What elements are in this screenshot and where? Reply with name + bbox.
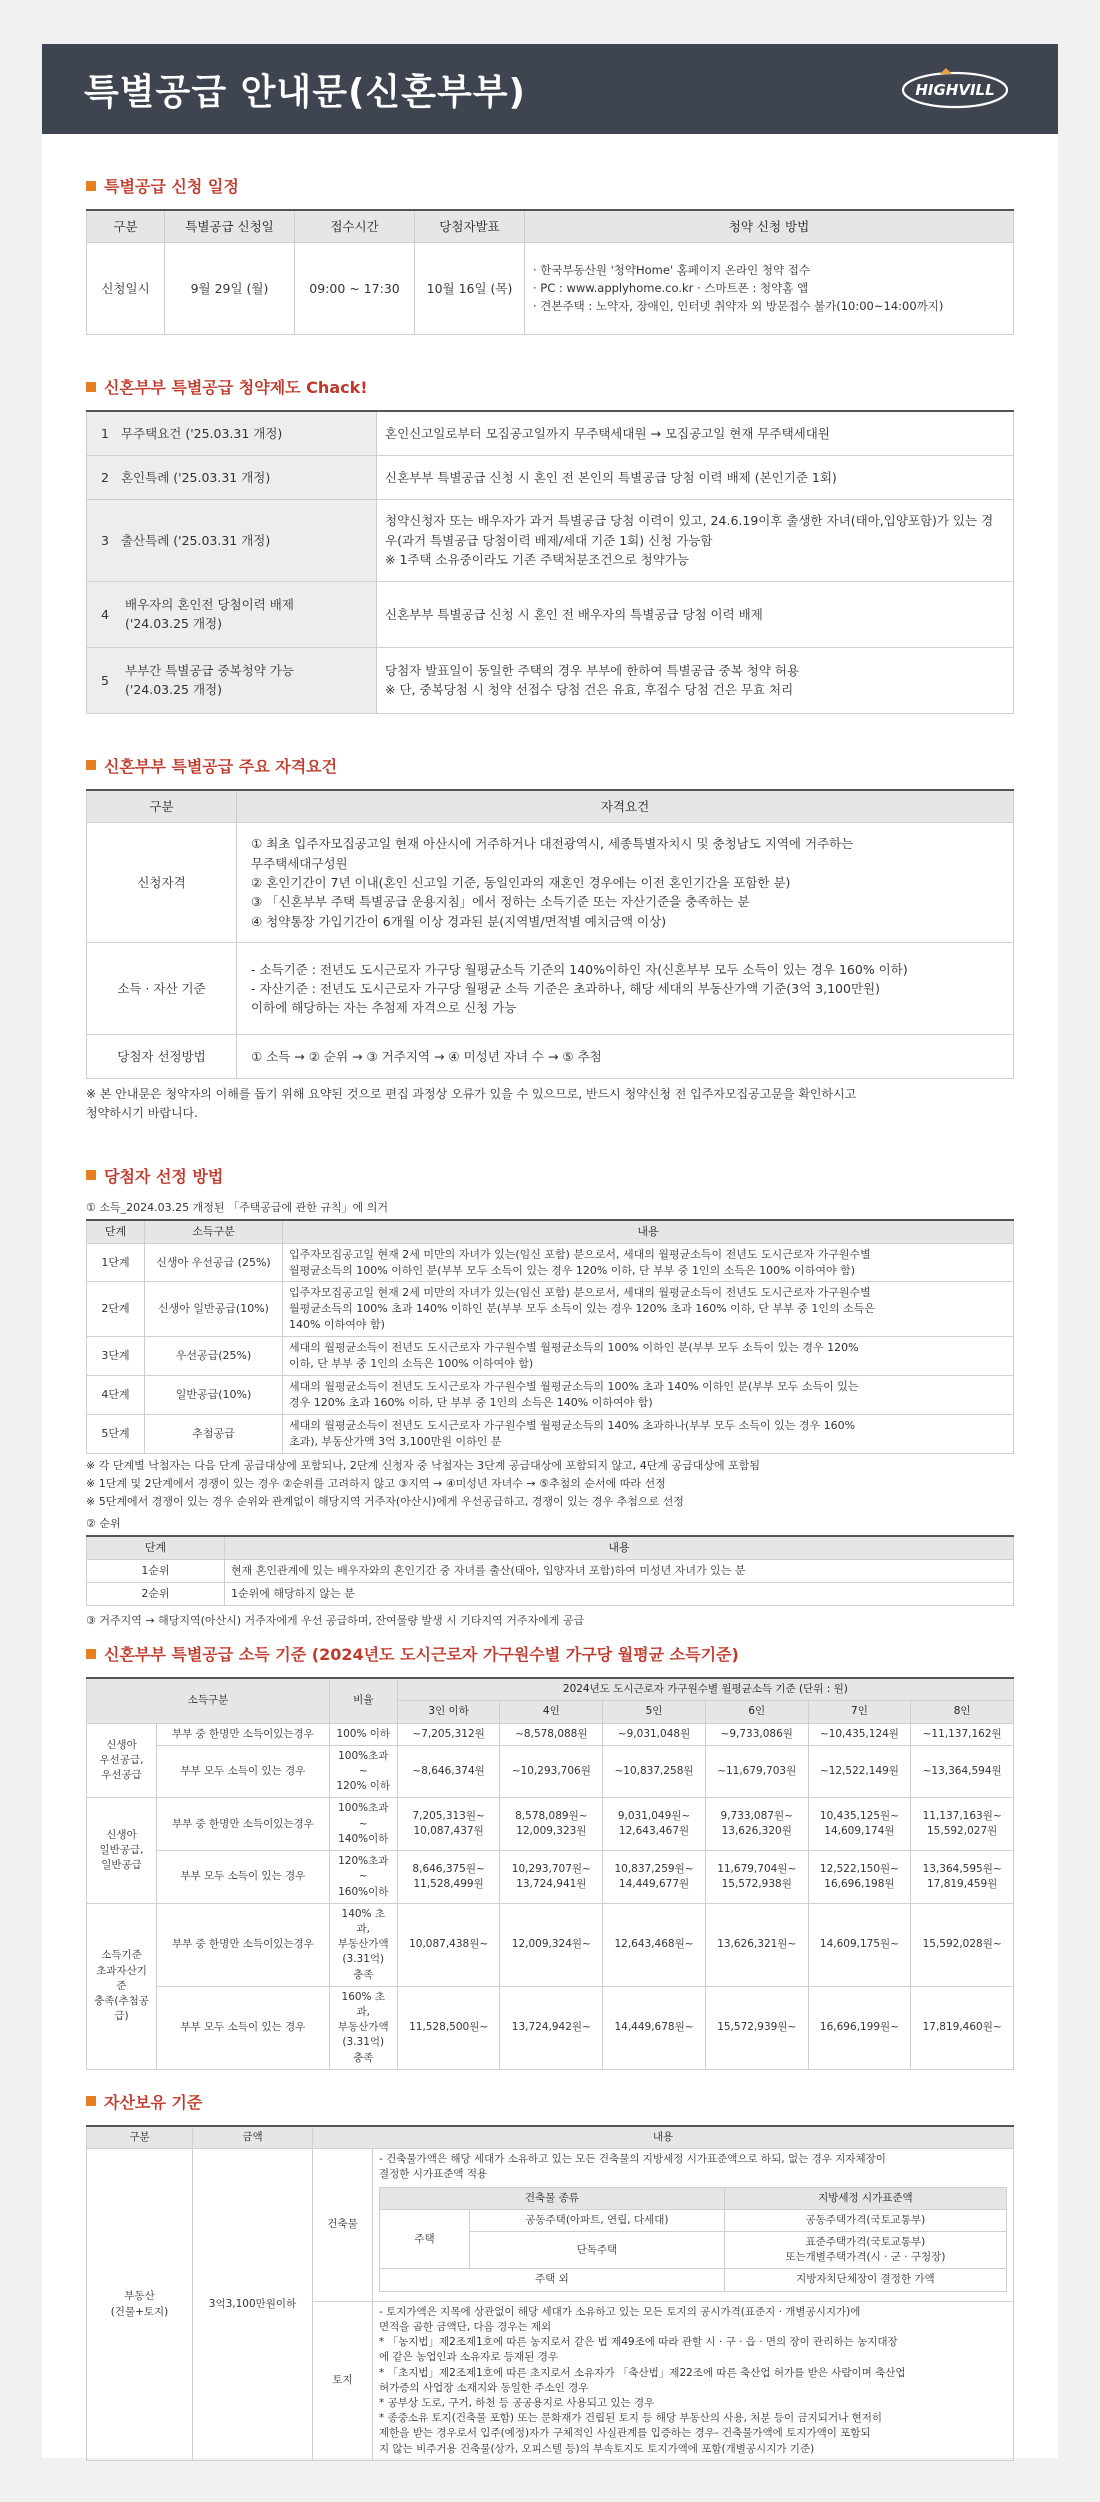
income-kind: 부부 중 한명만 소득이있는경우 xyxy=(157,1798,330,1851)
text-cell: 3 xyxy=(101,532,109,548)
income-ratio: 100% 이하 xyxy=(329,1723,397,1745)
text-cell: 당첨자 선정 방법 xyxy=(104,1166,224,1186)
selection-table xyxy=(86,1219,1014,1454)
text-cell: 당첨자 선정방법 xyxy=(87,1035,237,1079)
text-cell: 지방세정 시가표준액 xyxy=(724,2187,1006,2209)
text-cell: 공동주택가격(국토교통부) xyxy=(724,2209,1006,2231)
income-ratio: 100%초과~ 120% 이하 xyxy=(329,1745,397,1798)
text-cell: 자격요건 xyxy=(237,790,1014,823)
text-cell: 6인 xyxy=(705,1701,808,1723)
text-cell: 출산특례 ('25.03.31 개정) xyxy=(120,532,271,548)
text-cell: 추첨공급 xyxy=(145,1415,283,1454)
text-cell: 신혼부부 특별공급 신청 시 혼인 전 배우자의 특별공급 당첨 이력 배제 xyxy=(377,581,1014,647)
income-value: 15,572,939원~ xyxy=(705,1986,808,2069)
text-cell: ① 소득 → ② 순위 → ③ 거주지역 → ④ 미성년 자녀 수 → ⑤ 추첨 xyxy=(237,1035,1014,1079)
text-cell: 지방자치단체장이 결정한 가액 xyxy=(724,2269,1006,2291)
income-group-label: 신생아 일반공급, 일반공급 xyxy=(87,1798,157,1903)
text-cell: ② 순위 xyxy=(86,1517,121,1531)
text-cell: · 견본주택 : 노약자, 장애인, 인터넷 취약자 외 방문접수 불가(10:00~14:00까지) xyxy=(533,298,944,313)
text-cell: 소득구분 xyxy=(87,1678,330,1723)
income-value: 11,679,704원~ 15,572,938원 xyxy=(705,1851,808,1904)
selection-section-title xyxy=(86,1164,1014,1187)
income-value: ~10,435,124원 xyxy=(808,1723,911,1745)
income-group-label: 신생아 우선공급, 우선공급 xyxy=(87,1723,157,1798)
rank-table xyxy=(86,1535,1014,1606)
text-cell: ① 최초 입주자모집공고일 현재 아산시에 거주하거나 대전광역시, 세종특별자치시 및 충청남도 지역에 거주하는 무주택세대구성원 ② 혼인기간이 7년 이내(혼인 신고일 기준, 동일인과의 재혼인 경우에는 이전 혼인기간을 포함한 분) ③ 「신혼부부 주택 특별공급 운용지침」에서 정하는 소득기준 또는 자산기준을 충족하는 분 ④ 청약통장 가입기간이 6개월 이상 경과된 분(지역별/면적별 예치금액 이상) xyxy=(237,823,1014,943)
text-cell: ※ 각 단계별 낙첨자는 다음 단계 공급대상에 포함되나, 2단계 신청자 중 낙첨자는 3단계 공급대상에 포함되지 않고, 4단계 공급대상에 포함됨 xyxy=(86,1458,760,1472)
highvill-logo-icon xyxy=(900,66,1010,110)
text-cell: 입주자모집공고일 현재 2세 미만의 자녀가 있는(임신 포함) 분으로서, 세대의 월평균소득이 전년도 도시근로자 가구원수별 월평균소득의 100% 이하인 분(부부 모두 소득이 있는 경우 120% 이하, 단 부부 중 1인의 소득은 100% 이하여야 함) xyxy=(283,1243,1014,1282)
income-value: ~13,364,594원 xyxy=(911,1745,1014,1798)
text-cell: 소득 · 자산 기준 xyxy=(87,943,237,1035)
income-value: ~10,837,258원 xyxy=(603,1745,706,1798)
text-cell: 9월 29일 (월) xyxy=(165,243,295,335)
income-value: 13,724,942원~ xyxy=(500,1986,603,2069)
text-cell: 혼인신고일로부터 모집공고일까지 무주택세대원 → 모집공고일 현재 무주택세대원 xyxy=(377,411,1014,455)
text-cell: 금액 xyxy=(193,2126,313,2149)
text-cell: 공동주택(아파트, 연립, 다세대) xyxy=(470,2209,725,2231)
text-cell: 내용 xyxy=(283,1220,1014,1243)
income-kind: 부부 중 한명만 소득이있는경우 xyxy=(157,1723,330,1745)
text-cell: 신혼부부 특별공급 신청 시 혼인 전 본인의 특별공급 당첨 이력 배제 (본인기준 1회) xyxy=(377,455,1014,499)
text-cell: ③ 거주지역 → 해당지역(아산시) 거주자에게 우선 공급하며, 잔여물량 발생 시 기타지역 거주자에게 공급 xyxy=(86,1614,585,1628)
text-cell: 4인 xyxy=(500,1701,603,1723)
income-value: 7,205,313원~ 10,087,437원 xyxy=(397,1798,500,1851)
income-value: ~8,578,088원 xyxy=(500,1723,603,1745)
text-cell: 1단계 xyxy=(87,1243,145,1282)
text-cell: 접수시간 xyxy=(295,210,415,243)
text-cell: · PC : www.applyhome.co.kr · 스마트폰 : 청약홈 앱 xyxy=(533,280,809,295)
text-cell: 부동산 (건물+토지) xyxy=(87,2149,193,2461)
text-cell: 당첨자발표 xyxy=(415,210,525,243)
text-cell: 7인 xyxy=(808,1701,911,1723)
income-value: ~8,646,374원 xyxy=(397,1745,500,1798)
income-value: 17,819,460원~ xyxy=(911,1986,1014,2069)
text-cell: ① 소득_2024.03.25 개정된 「주택공급에 관한 규칙」에 의거 xyxy=(86,1200,388,1214)
text-cell: 표준주택가격(국토교통부) 또는개별주택가격(시 · 군 · 구청장) xyxy=(724,2232,1006,2269)
text-cell: 배우자의 혼인전 당첨이력 배제 ('24.03.25 개정) xyxy=(125,597,294,632)
text-cell: - 소득기준 : 전년도 도시근로자 가구당 월평균소득 기준의 140%이하인 자(신혼부부 모두 소득이 있는 경우 160% 이하) - 자산기준 : 전년도 도시근로자 가구당 월평균 소득 기준은 초과하나, 해당 세대의 부동산가액 기준(3억 3,100만원) 이하에 해당하는 자는 추첨제 자격으로 신청 가능 xyxy=(237,943,1014,1035)
income-value: ~9,733,086원 xyxy=(705,1723,808,1745)
text-cell: 4 xyxy=(101,606,109,622)
text-cell: 2 xyxy=(101,469,109,485)
income-value: 16,696,199원~ xyxy=(808,1986,911,2069)
income-value: 12,643,468원~ xyxy=(603,1903,706,1986)
income-value: ~12,522,149원 xyxy=(808,1745,911,1798)
income-kind: 부부 모두 소득이 있는 경우 xyxy=(157,1851,330,1904)
income-value: ~9,031,048원 xyxy=(603,1723,706,1745)
text-cell: 10월 16일 (목) xyxy=(415,243,525,335)
text-cell: 당첨자 발표일이 동일한 주택의 경우 부부에 한하여 특별공급 중복 청약 허용 ※ 단, 중복당첨 시 청약 선접수 당첨 건은 유효, 후접수 당첨 건은 무효 처리 xyxy=(377,647,1014,713)
income-value: 10,087,438원~ xyxy=(397,1903,500,1986)
text-cell: 2순위 xyxy=(87,1583,225,1606)
text-cell: 구분 xyxy=(87,2126,193,2149)
income-value: 10,293,707원~ 13,724,941원 xyxy=(500,1851,603,1904)
income-value: 8,646,375원~ 11,528,499원 xyxy=(397,1851,500,1904)
text-cell: 내용 xyxy=(225,1536,1014,1559)
text-cell: - 건축물가액은 해당 세대가 소유하고 있는 모든 건축물의 지방세정 시가표준액으로 하되, 없는 경우 지자체장이 결정한 시가표준액 적용 xyxy=(379,2153,886,2181)
text-cell: 혼인특례 ('25.03.31 개정) xyxy=(120,469,271,485)
income-value: 9,733,087원~ 13,626,320원 xyxy=(705,1798,808,1851)
text-cell: 신혼부부 특별공급 청약제도 Chack! xyxy=(104,378,368,398)
schedule-section-title xyxy=(86,174,1014,197)
page-title: 특별공급 안내문(신혼부부) xyxy=(84,72,526,113)
income-group-label: 소득기준 초과자산기준 충족(추첨공급) xyxy=(87,1903,157,2069)
income-value: 11,137,163원~ 15,592,027원 xyxy=(911,1798,1014,1851)
text-cell: 2024년도 도시근로자 가구원수별 월평균소득 기준 (단위 : 원) xyxy=(397,1678,1013,1701)
income-row xyxy=(87,1798,1014,1851)
text-cell: 건축물 종류 xyxy=(380,2187,725,2209)
text-cell: 신생아 일반공급(10%) xyxy=(145,1282,283,1337)
income-value: 8,578,089원~ 12,009,323원 xyxy=(500,1798,603,1851)
income-value: ~10,293,706원 xyxy=(500,1745,603,1798)
income-value: 10,435,125원~ 14,609,174원 xyxy=(808,1798,911,1851)
income-row xyxy=(87,1851,1014,1904)
text-cell: 단계 xyxy=(87,1536,225,1559)
income-row xyxy=(87,1745,1014,1798)
text-cell: 부부간 특별공급 중복청약 가능 ('24.03.25 개정) xyxy=(125,663,294,698)
income-ratio: 120%초과~ 160%이하 xyxy=(329,1851,397,1904)
income-value: 15,592,028원~ xyxy=(911,1903,1014,1986)
text-cell: 주택 외 xyxy=(380,2269,725,2291)
text-cell: 입주자모집공고일 현재 2세 미만의 자녀가 있는(임신 포함) 분으로서, 세대의 월평균소득이 전년도 도시근로자 가구원수별 월평균소득의 100% 초과 140% 이하인 분(부부 모두 소득이 있는 경우 120% 초과 160% 이하, 단 부부 중 1인의 소득은 140% 이하여야 함) xyxy=(283,1282,1014,1337)
assets-table xyxy=(86,2125,1014,2461)
income-value: 11,528,500원~ xyxy=(397,1986,500,2069)
income-value: 9,031,049원~ 12,643,467원 xyxy=(603,1798,706,1851)
text-cell: ※ 1단계 및 2단계에서 경쟁이 있는 경우 ②순위를 고려하지 않고 ③지역 → ④미성년 자녀수 → ⑤추첨의 순서에 따라 선정 xyxy=(86,1477,666,1491)
text-cell: ※ 5단계에서 경쟁이 있는 경우 순위와 관계없이 해당지역 거주자(아산시)에게 우선공급하고, 경쟁이 있는 경우 추첨으로 선정 xyxy=(86,1495,684,1509)
text-cell: 신청자격 xyxy=(87,823,237,943)
text-cell: 2단계 xyxy=(87,1282,145,1337)
text-cell: 세대의 월평균소득이 전년도 도시근로자 가구원수별 월평균소득의 100% 이하인 분(부부 모두 소득이 있는 경우 120% 이하, 단 부부 중 1인의 소득은 100% 이하여야 함) xyxy=(283,1337,1014,1376)
text-cell: 청약 신청 방법 xyxy=(525,210,1014,243)
text-cell: 신청일시 xyxy=(87,243,165,335)
income-value: 14,449,678원~ xyxy=(603,1986,706,2069)
text-cell: 비율 xyxy=(329,1678,397,1723)
income-ratio: 160% 초과, 부동산가액 (3.31억) 충족 xyxy=(329,1986,397,2069)
income-ratio: 100%초과~ 140%이하 xyxy=(329,1798,397,1851)
income-kind: 부부 중 한명만 소득이있는경우 xyxy=(157,1903,330,1986)
income-value: ~7,205,312원 xyxy=(397,1723,500,1745)
text-cell: 4단계 xyxy=(87,1376,145,1415)
text-cell: 단계 xyxy=(87,1220,145,1243)
text-cell: 우선공급(25%) xyxy=(145,1337,283,1376)
building-type-table xyxy=(379,2187,1007,2292)
income-row xyxy=(87,1723,1014,1745)
income-row xyxy=(87,1903,1014,1986)
text-cell: 소득구분 xyxy=(145,1220,283,1243)
text-cell: 내용 xyxy=(313,2126,1014,2149)
text-cell: 특별공급 신청일 xyxy=(165,210,295,243)
qualify-section-title xyxy=(86,754,1014,777)
income-value: 10,837,259원~ 14,449,677원 xyxy=(603,1851,706,1904)
text-cell: 토지 xyxy=(313,2301,373,2460)
text-cell: 청약신청자 또는 배우자가 과거 특별공급 당첨 이력이 있고, 24.6.19이후 출생한 자녀(태아,입양포함)가 있는 경우(과거 특별공급 당첨이력 배제/세대 기준 1회) 신청 가능함 ※ 1주택 소유중이라도 기존 주택처분조건으로 청약가능 xyxy=(377,499,1014,581)
income-row xyxy=(87,1986,1014,2069)
income-kind: 부부 모두 소득이 있는 경우 xyxy=(157,1986,330,2069)
text-cell: 신혼부부 특별공급 소득 기준 (2024년도 도시근로자 가구원수별 가구당 월평균 소득기준) xyxy=(104,1645,739,1665)
text-cell: 1순위 xyxy=(87,1560,225,1583)
text-cell: 09:00 ~ 17:30 xyxy=(295,243,415,335)
text-cell: · 한국부동산원 '청약Home' 홈페이지 온라인 청약 접수 xyxy=(533,263,810,278)
text-cell: 구분 xyxy=(87,210,165,243)
banner xyxy=(42,44,1058,134)
text-cell: 신생아 우선공급 (25%) xyxy=(145,1243,283,1282)
check-section-title xyxy=(86,375,1014,398)
text-cell: 5인 xyxy=(603,1701,706,1723)
income-ratio: 140% 초과, 부동산가액 (3.31억) 충족 xyxy=(329,1903,397,1986)
schedule-table xyxy=(86,209,1014,335)
qualify-table xyxy=(86,789,1014,1079)
text-cell: 자산보유 기준 xyxy=(104,2092,203,2112)
notice-page xyxy=(42,44,1058,2458)
text-cell: 세대의 월평균소득이 전년도 도시근로자 가구원수별 월평균소득의 140% 초과하나(부부 모두 소득이 있는 경우 160% 초과), 부동산가액 3억 3,100만원 이하인 분 xyxy=(283,1415,1014,1454)
text-cell: 1순위에 해당하지 않는 분 xyxy=(225,1583,1014,1606)
svg-text:HIGHVILL: HIGHVILL xyxy=(915,81,995,99)
income-section-title xyxy=(86,1642,1014,1665)
text-cell: 3인 이하 xyxy=(397,1701,500,1723)
text-cell: 일반공급(10%) xyxy=(145,1376,283,1415)
qualify-note: ※ 본 안내문은 청약자의 이해를 돕기 위해 요약된 것으로 편집 과정상 오류가 있을 수 있으므로, 반드시 청약신청 전 입주자모집공고문을 확인하시고 청약하시기 바랍니다. xyxy=(86,1087,857,1121)
income-value: 12,522,150원~ 16,696,198원 xyxy=(808,1851,911,1904)
text-cell: 세대의 월평균소득이 전년도 도시근로자 가구원수별 월평균소득의 100% 초과 140% 이하인 분(부부 모두 소득이 있는 경우 120% 초과 160% 이하, 단 부부 중 1인의 소득은 140% 이하여야 함) xyxy=(283,1376,1014,1415)
text-cell: 단독주택 xyxy=(470,2232,725,2269)
income-value: 14,609,175원~ xyxy=(808,1903,911,1986)
income-value: ~11,137,162원 xyxy=(911,1723,1014,1745)
text-cell: 주택 xyxy=(380,2209,470,2269)
check-table xyxy=(86,410,1014,714)
text-cell: 8인 xyxy=(911,1701,1014,1723)
income-value: 12,009,324원~ xyxy=(500,1903,603,1986)
text-cell: 특별공급 신청 일정 xyxy=(104,177,239,196)
text-cell: 신혼부부 특별공급 주요 자격요건 xyxy=(104,756,338,776)
text-cell: 건축물 xyxy=(313,2149,373,2302)
text-cell: 1 xyxy=(101,425,109,441)
income-value: 13,626,321원~ xyxy=(705,1903,808,1986)
assets-section-title xyxy=(86,2090,1014,2113)
income-table xyxy=(86,1677,1014,2070)
text-cell: 구분 xyxy=(87,790,237,823)
text-cell: 5단계 xyxy=(87,1415,145,1454)
text-cell: - 토지가액은 지목에 상관없이 해당 세대가 소유하고 있는 모든 토지의 공시가격(표준지 · 개별공시지가)에 면적을 곱한 금액단, 다음 경우는 제외 * 「농지법」제2조제1호에 따른 농지로서 같은 법 제49조에 따라 관할 시 · 구 · 읍 · 면의 장이 관리하는 농지대장 에 같은 농업인과 소유자로 등재된 경우 * 「초지법」제2조제1호에 따른 초지로서 소유자가 「축산법」제22조에 따른 축산업 허가를 받은 사람이며 축산업 허가증의 사업장 소재지와 동일한 주소인 경우 * 공부상 도로, 구거, 하천 등 공공용지로 사용되고 있는 경우 * 종중소유 토지(건축물 포함) 또는 문화재가 건립된 토지 등 해당 부동산의 사용, 처분 등이 금지되거나 현저히 제한을 받는 경우로서 입주(예정)자가 구체적인 사실관계를 입증하는 경우- 건축물가액에 토지가액이 포함되 지 않는 비주거용 건축물(상가, 오피스텔 등)의 부속토지도 토지가액에 포함(개별공시지가 기준) xyxy=(373,2301,1014,2460)
text-cell: 무주택요건 ('25.03.31 개정) xyxy=(120,425,283,441)
text-cell: 현재 혼인관계에 있는 배우자와의 혼인기간 중 자녀를 출산(태아, 입양자녀 포함)하여 미성년 자녀가 있는 분 xyxy=(225,1560,1014,1583)
text-cell: 3단계 xyxy=(87,1337,145,1376)
income-value: ~11,679,703원 xyxy=(705,1745,808,1798)
income-value: 13,364,595원~ 17,819,459원 xyxy=(911,1851,1014,1904)
text-cell: 5 xyxy=(101,672,109,688)
text-cell: 3억3,100만원이하 xyxy=(193,2149,313,2461)
income-kind: 부부 모두 소득이 있는 경우 xyxy=(157,1745,330,1798)
